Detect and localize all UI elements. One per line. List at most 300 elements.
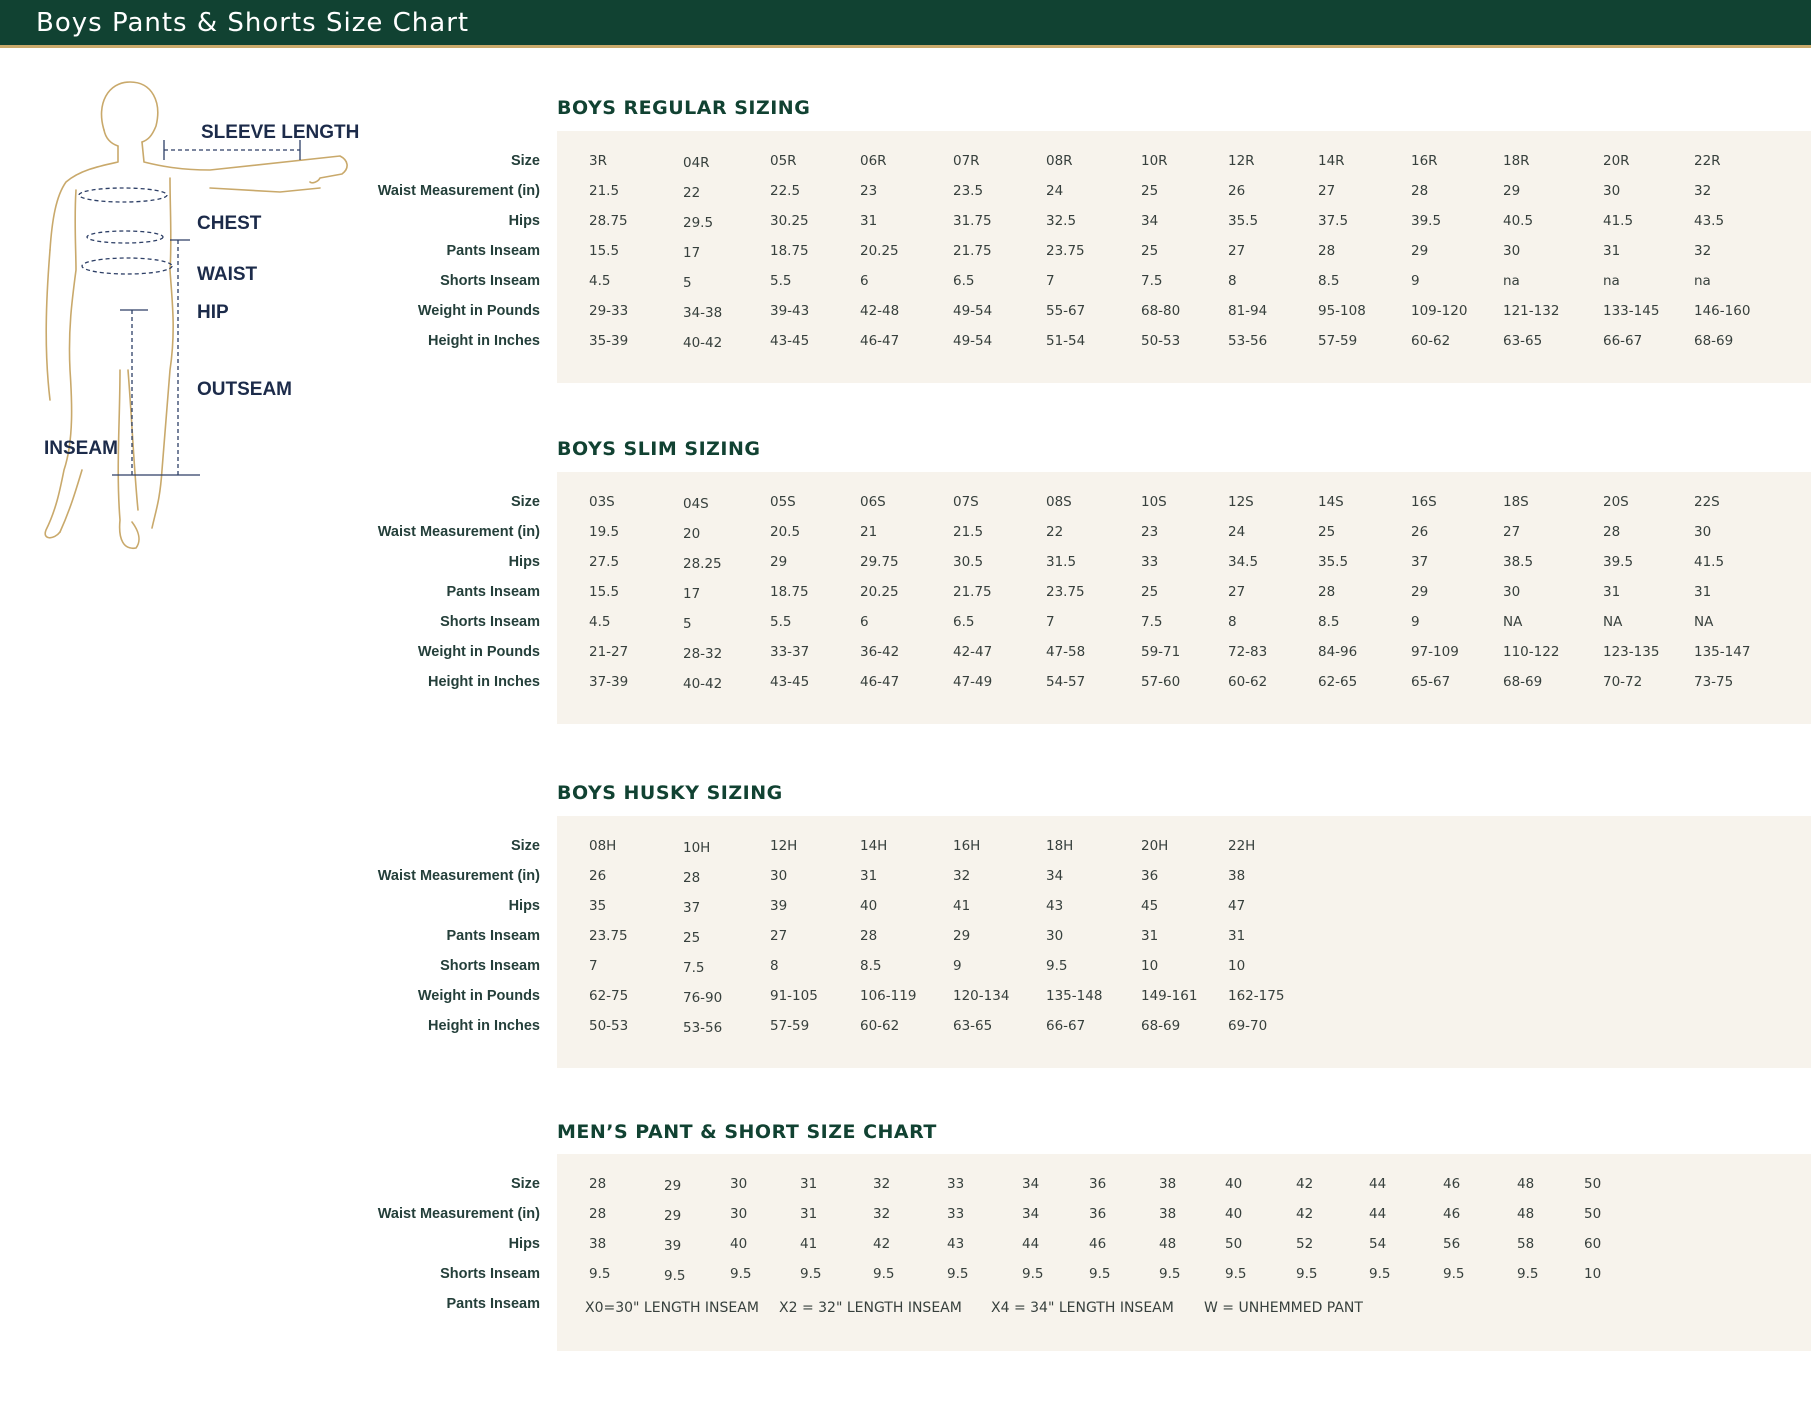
- table-cell: 35.5: [1318, 554, 1349, 570]
- table-cell: 26: [1228, 183, 1246, 199]
- table-cell: 35: [589, 898, 607, 914]
- table-cell: 28: [1318, 243, 1336, 259]
- table-cell: NA: [1694, 614, 1714, 630]
- table-cell: 49-54: [953, 333, 993, 349]
- table-cell: 21: [860, 524, 878, 540]
- table-cell: 47-58: [1046, 644, 1086, 660]
- row-label: Height in Inches: [428, 333, 540, 349]
- table-cell: 46: [1089, 1236, 1107, 1252]
- table-cell: 25: [1141, 183, 1159, 199]
- row-label: Waist Measurement (in): [377, 868, 540, 884]
- table-cell: 03S: [589, 494, 615, 510]
- table-cell: 42-47: [953, 644, 993, 660]
- table-cell: 84-96: [1318, 644, 1358, 660]
- hip-label: HIP: [197, 302, 229, 323]
- table-cell: 20H: [1141, 838, 1169, 854]
- table-cell: 7.5: [1141, 273, 1163, 289]
- table-cell: 48: [1159, 1236, 1177, 1252]
- table-cell: 18S: [1503, 494, 1529, 510]
- table-cell: 30: [730, 1176, 748, 1192]
- table-cell: 30: [730, 1206, 748, 1222]
- table-cell: 9.5: [1022, 1266, 1044, 1282]
- table-cell: 30: [1694, 524, 1712, 540]
- table-cell: 31: [1228, 928, 1246, 944]
- table-cell: 36-42: [860, 644, 900, 660]
- table-cell: 37-39: [589, 674, 629, 690]
- table-cell: 22S: [1694, 494, 1720, 510]
- table-cell: 27.5: [589, 554, 620, 570]
- table-cell: 30: [1503, 243, 1521, 259]
- table-cell: 37: [1411, 554, 1429, 570]
- table-cell: 8: [770, 958, 779, 974]
- table-cell: 42: [1296, 1206, 1314, 1222]
- table-cell: 47: [1228, 898, 1246, 914]
- table-cell: 18.75: [770, 243, 809, 259]
- table-cell: 68-69: [1141, 1018, 1181, 1034]
- table-cell: 28-32: [683, 646, 723, 662]
- table-cell: 27: [1318, 183, 1336, 199]
- table-cell: 12R: [1228, 153, 1255, 169]
- table-cell: 9.5: [947, 1266, 969, 1282]
- table-cell: 42: [873, 1236, 891, 1252]
- table-cell: 08H: [589, 838, 617, 854]
- table-cell: 30: [1046, 928, 1064, 944]
- table-cell: 9: [1411, 273, 1420, 289]
- table-cell: 07R: [953, 153, 980, 169]
- table-cell: 31: [1694, 584, 1712, 600]
- table-cell: 43.5: [1694, 213, 1725, 229]
- table-cell: 41: [953, 898, 971, 914]
- table-cell: 58: [1517, 1236, 1535, 1252]
- table-cell: 36: [1089, 1206, 1107, 1222]
- table-cell: 31: [860, 868, 878, 884]
- table-cell: 37.5: [1318, 213, 1349, 229]
- table-cell: 6: [860, 273, 869, 289]
- table-cell: 12H: [770, 838, 798, 854]
- table-cell: 41.5: [1603, 213, 1634, 229]
- table-cell: 43-45: [770, 333, 810, 349]
- table-cell: 8.5: [1318, 273, 1340, 289]
- table-cell: 21.75: [953, 243, 992, 259]
- chest-label: CHEST: [197, 213, 262, 234]
- table-cell: 30.25: [770, 213, 809, 229]
- table-cell: 9.5: [1369, 1266, 1391, 1282]
- table-cell: 31: [1603, 584, 1621, 600]
- table-cell: 110-122: [1503, 644, 1560, 660]
- table-cell: 34: [1046, 868, 1064, 884]
- row-label: Waist Measurement (in): [377, 1206, 540, 1222]
- table-cell: 9: [1411, 614, 1420, 630]
- table-cell: 38: [1159, 1206, 1177, 1222]
- table-cell: 6.5: [953, 273, 975, 289]
- table-cell: 91-105: [770, 988, 818, 1004]
- row-label: Pants Inseam: [446, 928, 540, 944]
- row-label: Hips: [508, 554, 540, 570]
- row-label: Size: [510, 1176, 540, 1192]
- table-cell: 6: [860, 614, 869, 630]
- table-cell: 146-160: [1694, 303, 1751, 319]
- table-cell: 76-90: [683, 990, 723, 1006]
- page-header: [0, 0, 1811, 48]
- table-cell: 31.5: [1046, 554, 1077, 570]
- table-cell: 18R: [1503, 153, 1530, 169]
- table-cell: 135-148: [1046, 988, 1103, 1004]
- table-cell: 40-42: [683, 335, 723, 351]
- table-cell: 46: [1443, 1176, 1461, 1192]
- table-cell: 21.5: [589, 183, 620, 199]
- table-cell: 16H: [953, 838, 981, 854]
- table-cell: 8: [1228, 273, 1237, 289]
- table-cell: 28: [683, 870, 701, 886]
- table-cell: 9.5: [873, 1266, 895, 1282]
- table-cell: 39: [770, 898, 788, 914]
- table-cell: 7: [1046, 614, 1055, 630]
- table-cell: 34-38: [683, 305, 723, 321]
- table-cell: na: [1603, 273, 1620, 289]
- table-cell: 28: [1603, 524, 1621, 540]
- table-cell: 40: [1225, 1176, 1243, 1192]
- table-cell: 06R: [860, 153, 887, 169]
- row-label: Size: [510, 494, 540, 510]
- table-cell: 7.5: [683, 960, 705, 976]
- table-cell: 4.5: [589, 273, 611, 289]
- table-cell: 9: [953, 958, 962, 974]
- table-cell: 42: [1296, 1176, 1314, 1192]
- table-cell: 29.5: [683, 215, 714, 231]
- table-cell: 48: [1517, 1176, 1535, 1192]
- table-cell: 6.5: [953, 614, 975, 630]
- table-cell: 31: [800, 1206, 818, 1222]
- row-label: Waist Measurement (in): [377, 524, 540, 540]
- table-cell: 21-27: [589, 644, 629, 660]
- table-cell: 8.5: [1318, 614, 1340, 630]
- table-cell: 50: [1584, 1206, 1602, 1222]
- table-cell: 33: [1141, 554, 1159, 570]
- row-label: Pants Inseam: [446, 243, 540, 259]
- sleeve-length-label: SLEEVE LENGTH: [201, 122, 360, 143]
- table-cell: 55-67: [1046, 303, 1086, 319]
- inseam-note: X4 = 34" LENGTH INSEAM: [991, 1300, 1174, 1316]
- table-cell: 33: [947, 1206, 965, 1222]
- table-cell: 43: [947, 1236, 965, 1252]
- table-cell: 30: [770, 868, 788, 884]
- table-cell: 34: [1022, 1176, 1040, 1192]
- table-cell: 38: [1159, 1176, 1177, 1192]
- table-cell: 28: [1318, 584, 1336, 600]
- table-cell: 14S: [1318, 494, 1344, 510]
- table-cell: 48: [1517, 1206, 1535, 1222]
- table-cell: 22: [1046, 524, 1064, 540]
- table-cell: 44: [1369, 1206, 1387, 1222]
- table-cell: 27: [1228, 584, 1246, 600]
- table-cell: 9.5: [1296, 1266, 1318, 1282]
- row-label: Height in Inches: [428, 1018, 540, 1034]
- table-cell: 36: [1089, 1176, 1107, 1192]
- table-cell: 23.75: [1046, 243, 1085, 259]
- table-cell: 70-72: [1603, 674, 1643, 690]
- table-cell: 7: [1046, 273, 1055, 289]
- table-cell: 46-47: [860, 674, 900, 690]
- table-cell: 20R: [1603, 153, 1630, 169]
- table-cell: 46: [1443, 1206, 1461, 1222]
- table-cell: 25: [1141, 243, 1159, 259]
- table-cell: 162-175: [1228, 988, 1285, 1004]
- table-cell: 14H: [860, 838, 888, 854]
- table-cell: 42-48: [860, 303, 900, 319]
- table-cell: 22H: [1228, 838, 1256, 854]
- row-label: Shorts Inseam: [440, 958, 540, 974]
- table-cell: 28: [860, 928, 878, 944]
- table-cell: 29.75: [860, 554, 899, 570]
- table-cell: 47-49: [953, 674, 993, 690]
- table-cell: 50: [1225, 1236, 1243, 1252]
- table-cell: 10S: [1141, 494, 1167, 510]
- table-cell: 29: [770, 554, 788, 570]
- table-cell: 56: [1443, 1236, 1461, 1252]
- table-cell: 32: [873, 1176, 891, 1192]
- table-cell: 10: [1584, 1266, 1602, 1282]
- table-cell: 5: [683, 275, 692, 291]
- table-cell: 8: [1228, 614, 1237, 630]
- table-cell: 34: [1022, 1206, 1040, 1222]
- table-cell: 21.5: [953, 524, 984, 540]
- boys-husky-panel: [557, 816, 1811, 1068]
- table-cell: 12S: [1228, 494, 1254, 510]
- table-cell: 34: [1141, 213, 1159, 229]
- boys-slim-title: BOYS SLIM SIZING: [557, 438, 761, 460]
- table-cell: 53-56: [1228, 333, 1268, 349]
- inseam-note: W = UNHEMMED PANT: [1204, 1300, 1363, 1316]
- table-cell: 22R: [1694, 153, 1721, 169]
- table-cell: 97-109: [1411, 644, 1459, 660]
- table-cell: 41.5: [1694, 554, 1725, 570]
- table-cell: 04S: [683, 496, 709, 512]
- row-label: Weight in Pounds: [417, 988, 540, 1004]
- table-cell: 66-67: [1603, 333, 1643, 349]
- table-cell: 21.75: [953, 584, 992, 600]
- table-cell: 18H: [1046, 838, 1074, 854]
- table-cell: 32: [953, 868, 971, 884]
- table-cell: 05S: [770, 494, 796, 510]
- table-cell: 17: [683, 245, 701, 261]
- inseam-note: X2 = 32" LENGTH INSEAM: [779, 1300, 962, 1316]
- mens-size-chart-title: MEN’S PANT & SHORT SIZE CHART: [557, 1121, 937, 1143]
- table-cell: 29: [1503, 183, 1521, 199]
- table-cell: 10R: [1141, 153, 1168, 169]
- table-cell: 17: [683, 586, 701, 602]
- table-cell: 57-60: [1141, 674, 1181, 690]
- table-cell: 54: [1369, 1236, 1387, 1252]
- row-label: Hips: [508, 213, 540, 229]
- row-label: Shorts Inseam: [440, 273, 540, 289]
- table-cell: 39-43: [770, 303, 810, 319]
- table-cell: 25: [1318, 524, 1336, 540]
- body-outline-illustration: [20, 70, 360, 600]
- table-cell: 20.25: [860, 584, 899, 600]
- table-cell: 16S: [1411, 494, 1437, 510]
- table-cell: 36: [1141, 868, 1159, 884]
- table-cell: 23: [860, 183, 878, 199]
- table-cell: 27: [770, 928, 788, 944]
- table-cell: 62-65: [1318, 674, 1358, 690]
- table-cell: 15.5: [589, 243, 620, 259]
- table-cell: 40.5: [1503, 213, 1534, 229]
- table-cell: 41: [800, 1236, 818, 1252]
- table-cell: 19.5: [589, 524, 620, 540]
- table-cell: 60-62: [1228, 674, 1268, 690]
- table-cell: 57-59: [1318, 333, 1358, 349]
- table-cell: 29: [1411, 243, 1429, 259]
- table-cell: 7.5: [1141, 614, 1163, 630]
- table-cell: 20S: [1603, 494, 1629, 510]
- row-label: Weight in Pounds: [417, 303, 540, 319]
- table-cell: 121-132: [1503, 303, 1560, 319]
- table-cell: 31: [1141, 928, 1159, 944]
- table-cell: 27: [1503, 524, 1521, 540]
- table-cell: 60: [1584, 1236, 1602, 1252]
- table-cell: 25: [1141, 584, 1159, 600]
- row-label: Hips: [508, 898, 540, 914]
- table-cell: 28: [589, 1206, 607, 1222]
- table-cell: 25: [683, 930, 701, 946]
- table-cell: 5.5: [770, 614, 792, 630]
- table-cell: 28: [589, 1176, 607, 1192]
- table-cell: 10H: [683, 840, 711, 856]
- table-cell: 30: [1503, 584, 1521, 600]
- table-cell: 50-53: [1141, 333, 1181, 349]
- table-cell: 68-69: [1503, 674, 1543, 690]
- boys-regular-title: BOYS REGULAR SIZING: [557, 97, 811, 119]
- table-cell: 51-54: [1046, 333, 1086, 349]
- table-cell: 27: [1228, 243, 1246, 259]
- table-cell: 40: [730, 1236, 748, 1252]
- table-cell: 65-67: [1411, 674, 1451, 690]
- table-cell: 28.25: [683, 556, 722, 572]
- table-cell: 34.5: [1228, 554, 1259, 570]
- table-cell: 33: [947, 1176, 965, 1192]
- table-cell: 24: [1046, 183, 1064, 199]
- table-cell: 60-62: [1411, 333, 1451, 349]
- table-cell: 60-62: [860, 1018, 900, 1034]
- table-cell: 40: [1225, 1206, 1243, 1222]
- table-cell: 16R: [1411, 153, 1438, 169]
- table-cell: 50: [1584, 1176, 1602, 1192]
- row-label: Waist Measurement (in): [377, 183, 540, 199]
- table-cell: 95-108: [1318, 303, 1366, 319]
- table-cell: 68-80: [1141, 303, 1181, 319]
- table-cell: 38.5: [1503, 554, 1534, 570]
- table-cell: 4.5: [589, 614, 611, 630]
- table-cell: 35.5: [1228, 213, 1259, 229]
- table-cell: 50-53: [589, 1018, 629, 1034]
- row-label: Size: [510, 838, 540, 854]
- row-label: Pants Inseam: [446, 1296, 540, 1312]
- table-cell: 22: [683, 185, 701, 201]
- boys-husky-title: BOYS HUSKY SIZING: [557, 782, 783, 804]
- table-cell: 43-45: [770, 674, 810, 690]
- table-cell: 23.75: [1046, 584, 1085, 600]
- table-cell: 28.75: [589, 213, 628, 229]
- table-cell: 109-120: [1411, 303, 1468, 319]
- table-cell: 9.5: [589, 1266, 611, 1282]
- table-cell: 46-47: [860, 333, 900, 349]
- table-cell: 5.5: [770, 273, 792, 289]
- table-cell: 63-65: [953, 1018, 993, 1034]
- table-cell: 37: [683, 900, 701, 916]
- table-cell: 44: [1022, 1236, 1040, 1252]
- table-cell: 15.5: [589, 584, 620, 600]
- table-cell: na: [1503, 273, 1520, 289]
- table-cell: 31: [860, 213, 878, 229]
- table-cell: 49-54: [953, 303, 993, 319]
- waist-label: WAIST: [197, 264, 258, 285]
- table-cell: 28: [1411, 183, 1429, 199]
- table-cell: 18.75: [770, 584, 809, 600]
- table-cell: 72-83: [1228, 644, 1268, 660]
- table-cell: 33-37: [770, 644, 810, 660]
- table-cell: 9.5: [664, 1268, 686, 1284]
- table-cell: 04R: [683, 155, 710, 171]
- measurement-figure: [20, 70, 360, 600]
- table-cell: 44: [1369, 1176, 1387, 1192]
- table-cell: 32: [1694, 243, 1712, 259]
- table-cell: 81-94: [1228, 303, 1268, 319]
- table-cell: 40: [860, 898, 878, 914]
- table-cell: 35-39: [589, 333, 629, 349]
- row-label: Shorts Inseam: [440, 1266, 540, 1282]
- table-cell: 69-70: [1228, 1018, 1268, 1034]
- table-cell: 10: [1141, 958, 1159, 974]
- table-cell: 9.5: [1046, 958, 1068, 974]
- table-cell: 40-42: [683, 676, 723, 692]
- table-cell: 30: [1603, 183, 1621, 199]
- table-cell: 9.5: [730, 1266, 752, 1282]
- table-cell: 53-56: [683, 1020, 723, 1036]
- inseam-note: X0=30" LENGTH INSEAM: [585, 1300, 759, 1316]
- table-cell: 29: [664, 1208, 682, 1224]
- table-cell: 38: [589, 1236, 607, 1252]
- table-cell: 9.5: [1089, 1266, 1111, 1282]
- table-cell: 43: [1046, 898, 1064, 914]
- table-cell: 57-59: [770, 1018, 810, 1034]
- table-cell: na: [1694, 273, 1711, 289]
- table-cell: 106-119: [860, 988, 917, 1004]
- table-cell: 3R: [589, 153, 607, 169]
- row-label: Height in Inches: [428, 674, 540, 690]
- table-cell: 32: [1694, 183, 1712, 199]
- table-cell: 08S: [1046, 494, 1072, 510]
- row-label: Shorts Inseam: [440, 614, 540, 630]
- table-cell: 23.75: [589, 928, 628, 944]
- table-cell: 31.75: [953, 213, 992, 229]
- table-cell: 54-57: [1046, 674, 1086, 690]
- table-cell: 45: [1141, 898, 1159, 914]
- table-cell: 29-33: [589, 303, 629, 319]
- table-cell: 07S: [953, 494, 979, 510]
- table-cell: 9.5: [1443, 1266, 1465, 1282]
- table-cell: 29: [1411, 584, 1429, 600]
- table-cell: NA: [1503, 614, 1523, 630]
- table-cell: 9.5: [1225, 1266, 1247, 1282]
- row-label: Size: [510, 153, 540, 169]
- table-cell: 32.5: [1046, 213, 1077, 229]
- table-cell: 120-134: [953, 988, 1010, 1004]
- table-cell: NA: [1603, 614, 1623, 630]
- table-cell: 08R: [1046, 153, 1073, 169]
- row-label: Pants Inseam: [446, 584, 540, 600]
- table-cell: 7: [589, 958, 598, 974]
- table-cell: 10: [1228, 958, 1246, 974]
